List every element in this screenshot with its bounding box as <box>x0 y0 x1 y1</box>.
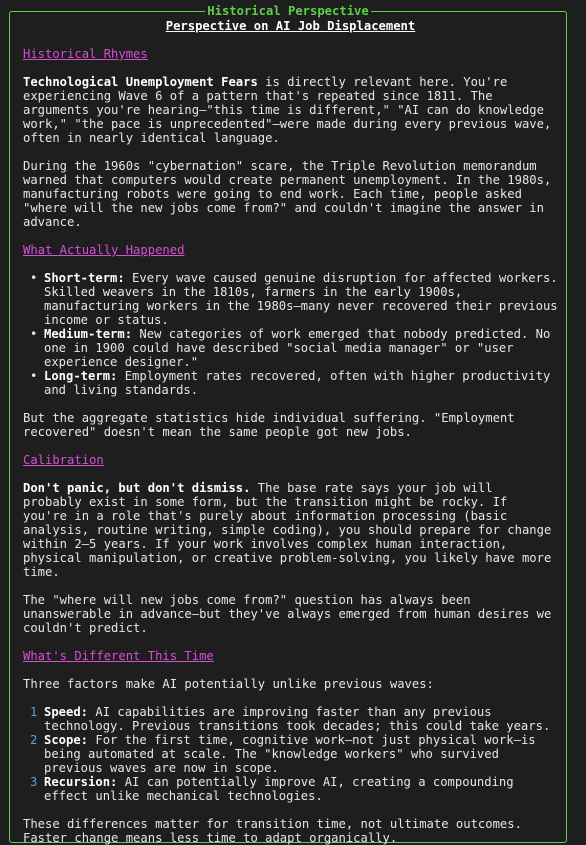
outcomes-list <box>23 271 558 397</box>
list-number: 1 <box>30 705 38 719</box>
calibration-paragraph-1: Don't panic, but don't dismiss. The base rate says your job will probably exist in some form, but the transition might be rocky. If you're in a role that's purely about information processing (basic analysis, routine writing, simple coding), you should prepare for change within 2–5 years. If your work involves complex human interaction, physical manipulation, or creative problem-solving, you likely have more time. <box>23 481 552 579</box>
list-number: 3 <box>30 775 38 789</box>
list-item: • Short-term: Every wave caused genuine disruption for affected workers. Skilled weavers in the 1810s, farmers in the early 1900s, manufacturing workers in the 1980s—many never recovered their previous income or status. <box>30 271 558 327</box>
perspective-panel <box>9 4 567 845</box>
factors-list <box>23 705 558 803</box>
bullet-icon: • <box>30 369 38 383</box>
page-title: Perspective on AI Job Displacement <box>165 19 416 33</box>
what-happened-closing-paragraph: But the aggregate statistics hide individual suffering. "Employment recovered" doesn't mean the same people got new jobs. <box>23 411 515 439</box>
section-heading-calibration: Calibration <box>23 453 104 467</box>
whats-different-closing-paragraph: These differences matter for transition time, not ultimate outcomes. Faster change means less time to adapt organically. <box>23 817 522 845</box>
list-item: 2 Scope: For the first time, cognitive work—not just physical work—is being automated at scale. The "knowledge workers" who survived previous waves are now in scope. <box>30 733 536 775</box>
list-item: 3 Recursion: AI can potentially improve AI, creating a compounding effect unlike mechanical technologies. <box>30 775 514 803</box>
panel-title: Historical Perspective <box>207 4 369 18</box>
calibration-paragraph-2: The "where will new jobs come from?" question has always been unanswerable in advance—but they've always emerged from human desires we couldn't predict. <box>23 593 552 635</box>
historical-rhymes-paragraph-2: During the 1960s "cybernation" scare, the Triple Revolution memorandum warned that computers would create permanent unemployment. In the 1980s, manufacturing robots were going to end work. Each time, people asked "where will the new jobs come from?" and couldn't imagine the answer in advance. <box>23 159 552 229</box>
section-heading-historical-rhymes: Historical Rhymes <box>23 47 148 61</box>
section-heading-whats-different: What's Different This Time <box>23 649 214 663</box>
list-number: 2 <box>30 733 38 747</box>
bullet-icon: • <box>30 327 38 341</box>
whats-different-intro: Three factors make AI potentially unlike previous waves: <box>23 677 434 691</box>
calibration-highlight: Don't panic, but don't dismiss. <box>23 481 251 495</box>
panel-content <box>23 19 558 845</box>
list-item: • Long-term: Employment rates recovered, often with higher productivity and living standards. <box>30 369 551 397</box>
term-highlight: Technological Unemployment Fears <box>23 75 258 89</box>
list-item: • Medium-term: New categories of work emerged that nobody predicted. No one in 1900 could have described "social media manager" or "user experience designer." <box>30 327 551 369</box>
list-item: 1 Speed: AI capabilities are improving faster than any previous technology. Previous transitions took decades; this could take years. <box>30 705 551 733</box>
section-heading-what-actually-happened: What Actually Happened <box>23 243 185 257</box>
historical-rhymes-paragraph-1: Technological Unemployment Fears is directly relevant here. You're experiencing Wave 6 of a pattern that's repeated since 1811. The arguments you're hearing—"this time is different," "AI can do knowledge work," "the pace is unprecedented"—were made during every previous wave, often in nearly identical language. <box>23 75 552 145</box>
bullet-icon: • <box>30 271 38 285</box>
